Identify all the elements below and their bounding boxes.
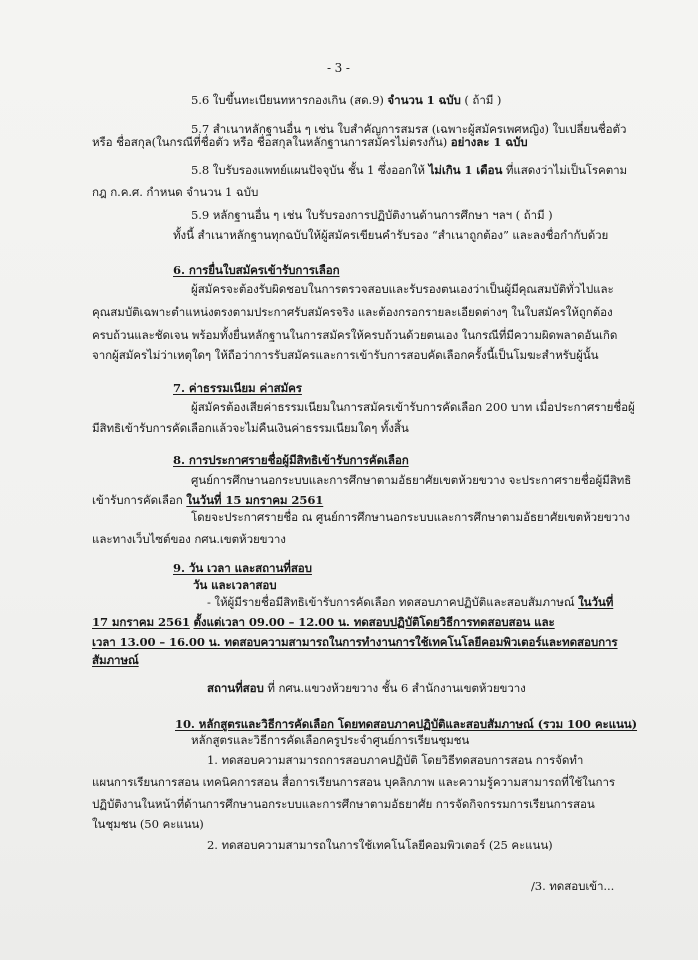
- announce-date: ในวันที่ 15 มกราคม 2561: [186, 493, 324, 507]
- exam-place-value: ที่ กศน.แขวงห้วยขวาง ชั้น 6 สำนักงานเขตห้วยขวาง: [267, 681, 526, 695]
- section-8-text: เข้ารับการคัดเลือก: [92, 493, 183, 507]
- item-5-6-note: ( ถ้ามี ): [464, 93, 502, 107]
- section-9-para-line4: สัมภาษณ์: [92, 653, 139, 667]
- section-10-item1-line4: ในชุมชน (50 คะแนน): [92, 817, 204, 831]
- item-5-6: [191, 93, 501, 108]
- section-9-text: - ให้ผู้มีรายชื่อมีสิทธิเข้ารับการคัดเลือก ทดสอบภาคปฏิบัติและสอบสัมภาษณ์: [207, 595, 575, 609]
- section-10-item2: 2. ทดสอบความสามารถในการใช้เทคโนโลยีคอมพิวเตอร์ (25 คะแนน): [207, 838, 553, 852]
- section-9-para-line1: [207, 595, 613, 610]
- item-5-7-line1: 5.7 สำเนาหลักฐานอื่น ๆ เช่น ใบสำคัญการสมรส (เฉพาะผู้สมัครเพศหญิง) ใบเปลี่ยนชื่อตัว: [191, 122, 627, 136]
- item-5-6-text: 5.6 ใบขึ้นทะเบียนทหารกองเกิน (สด.9): [191, 93, 384, 107]
- continuation-note: /3. ทดสอบเข้า...: [531, 879, 615, 893]
- section-10-item1-line1: 1. ทดสอบความสามารถการสอบภาคปฏิบัติ โดยวิธีทดสอบการสอน การจัดทำ: [207, 753, 584, 767]
- section-10-item1-line3: ปฏิบัติงานในหน้าที่ด้านการศึกษานอกระบบและการศึกษาตามอัธยาศัย การจัดกิจกรรมการเรียนการสอน: [92, 797, 595, 811]
- exam-place: [207, 681, 526, 696]
- section-10-subheading: หลักสูตรและวิธีการคัดเลือกครูประจำศูนย์การเรียนชุมชน: [191, 733, 470, 747]
- section-8-para-line2: [92, 493, 323, 508]
- exam-morning-time: ตั้งแต่เวลา 09.00 – 12.00 น. ทดสอบปฏิบัติโดยวิธีการทดสอบสอน และ: [193, 615, 555, 629]
- section-10-heading: 10. หลักสูตรและวิธีการคัดเลือก โดยทดสอบภาคปฏิบัติและสอบสัมภาษณ์ (รวม 100 คะแนน): [175, 717, 638, 731]
- section-8-para-line3: โดยจะประกาศรายชื่อ ณ ศูนย์การศึกษานอกระบบและการศึกษาตามอัธยาศัยเขตห้วยขวาง: [191, 510, 630, 524]
- section-9-subheading: วัน และเวลาสอบ: [193, 578, 277, 592]
- section-9-para-line2: [92, 615, 555, 630]
- item-5-7-count: อย่างละ 1 ฉบับ: [450, 135, 528, 149]
- section-9-on-date: ในวันที่: [578, 595, 614, 609]
- section-7-para-line2: มีสิทธิเข้ารับการคัดเลือกแล้วจะไม่คืนเงินค่าธรรมเนียมใดๆ ทั้งสิ้น: [92, 421, 409, 435]
- item-5-6-count: จำนวน 1 ฉบับ: [387, 93, 461, 107]
- item-5-7-line2: [92, 135, 528, 150]
- exam-place-label: สถานที่สอบ: [207, 681, 264, 695]
- section-10-item1-line2: แผนการเรียนการสอน เทคนิคการสอน สื่อการเรียนการสอน บุคลิกภาพ และความรู้ความสามารถที่ใช้ในการ: [92, 775, 616, 789]
- section-5-note: ทั้งนี้ สำเนาหลักฐานทุกฉบับให้ผู้สมัครเขียนคำรับรอง “สำเนาถูกต้อง” และลงชื่อกำกับด้วย: [173, 228, 609, 242]
- section-9-para-line3: เวลา 13.00 – 16.00 น. ทดสอบความสามารถในการทำงานการใช้เทคโนโลยีคอมพิวเตอร์และทดสอบการ: [92, 635, 618, 649]
- section-6-para-line1: ผู้สมัครจะต้องรับผิดชอบในการตรวจสอบและรับรองตนเองว่าเป็นผู้มีคุณสมบัติทั่วไปและ: [191, 282, 614, 296]
- item-5-8-text-end: ที่แสดงว่าไม่เป็นโรคตาม: [505, 163, 628, 177]
- item-5-7-text: หรือ ชื่อสกุล(ในกรณีที่ชื่อตัว หรือ ชื่อสกุลในหลักฐานการสมัครไม่ตรงกัน): [92, 135, 448, 149]
- section-6-para-line3: ครบถ้วนและชัดเจน พร้อมทั้งยื่นหลักฐานในการสมัครให้ครบถ้วนด้วยตนเอง ในกรณีที่มีความผิดพลาดอันเกิด: [92, 328, 618, 342]
- section-8-para-line1: ศูนย์การศึกษานอกระบบและการศึกษาตามอัธยาศัยเขตห้วยขวาง จะประกาศรายชื่อผู้มีสิทธิ: [191, 473, 632, 487]
- item-5-9: 5.9 หลักฐานอื่น ๆ เช่น ใบรับรองการปฏิบัติงานด้านการศึกษา ฯลฯ ( ถ้ามี ): [191, 208, 553, 222]
- section-6-para-line2: คุณสมบัติเฉพาะตำแหน่งตรงตามประกาศรับสมัครจริง และต้องกรอกรายละเอียดต่างๆ ในใบสมัครให้ถูกต้อง: [92, 305, 613, 319]
- section-8-para-line4: และทางเว็บไซต์ของ กศน.เขตห้วยขวาง: [92, 532, 286, 546]
- section-9-heading: 9. วัน เวลา และสถานที่สอบ: [173, 561, 312, 575]
- item-5-8-line1: [191, 163, 627, 178]
- exam-date: 17 มกราคม 2561: [92, 615, 190, 629]
- section-7-heading: 7. ค่าธรรมเนียม ค่าสมัคร: [173, 381, 302, 395]
- item-5-8-text: 5.8 ใบรับรองแพทย์แผนปัจจุบัน ชั้น 1 ซึ่งออกให้: [191, 163, 425, 177]
- section-7-para-line1: ผู้สมัครต้องเสียค่าธรรมเนียมในการสมัครเข้ารับการคัดเลือก 200 บาท เมื่อประกาศรายชื่อผู้: [191, 400, 635, 414]
- page-number: - 3 -: [327, 61, 350, 75]
- section-8-heading: 8. การประกาศรายชื่อผู้มีสิทธิเข้ารับการคัดเลือก: [173, 453, 409, 467]
- section-6-para-line4: จากผู้สมัครไม่ว่าเหตุใดๆ ให้ถือว่าการรับสมัครและการเข้ารับการสอบคัดเลือกครั้งนี้เป็นโมฆะสำหรับผู้นั้น: [92, 348, 599, 362]
- item-5-8-limit: ไม่เกิน 1 เดือน: [428, 163, 503, 177]
- section-6-heading: 6. การยื่นใบสมัครเข้ารับการเลือก: [173, 263, 340, 277]
- item-5-8-line2: กฎ ก.ค.ศ. กำหนด จำนวน 1 ฉบับ: [92, 185, 259, 199]
